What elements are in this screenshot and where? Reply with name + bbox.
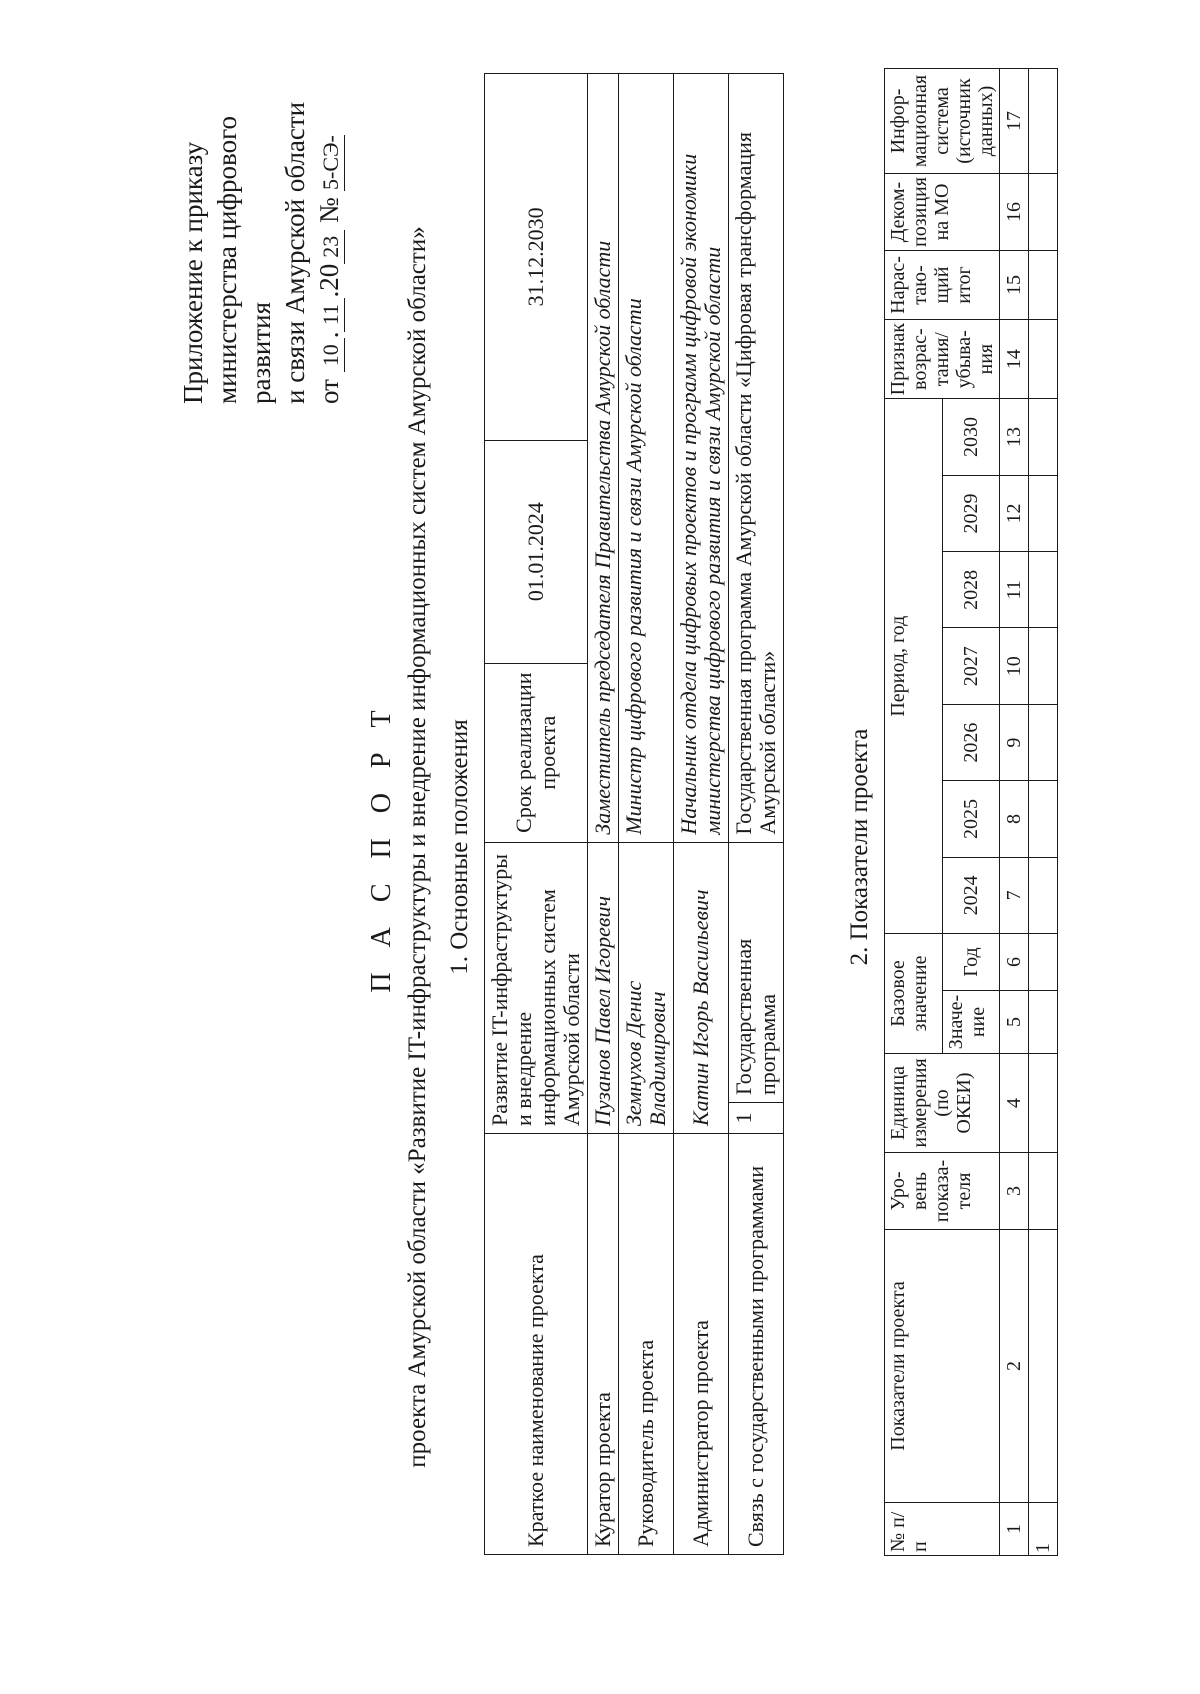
table-cell: [1029, 704, 1058, 780]
short-name-value: Развитие IT-инфраструктуры и внедрение информационных систем Амурской области: [485, 842, 588, 1133]
row-number: 1: [1029, 1503, 1058, 1556]
table-cell: [1029, 628, 1058, 704]
link-value: Государственная программа Амурской области «Цифровая трансформация Амурской области»: [729, 74, 784, 843]
approval-number: 5-СЭ-: [318, 135, 343, 190]
year-2026-header: 2026: [942, 704, 1000, 780]
col-unit-header: Единица измерения (по ОКЕИ): [885, 1054, 1000, 1153]
table-cell: [1029, 320, 1058, 399]
table-cell: [1029, 991, 1058, 1054]
approval-sep-1: .: [314, 331, 344, 339]
column-number: 17: [1000, 69, 1029, 174]
document-subtitle: проекта Амурской области «Развитие IT-инфраструктуры и внедрение информационных систем Амурской области»: [404, 226, 431, 1468]
table-cell: [1029, 475, 1058, 551]
table-cell: [1029, 934, 1058, 991]
admin-position: Начальник отдела цифровых проектов и программ цифровой экономики министерства цифрового развития и связи Амурской области: [674, 74, 729, 843]
table-row: [729, 74, 784, 1555]
table-row: [1029, 69, 1058, 1556]
col-num-header: № п/п: [885, 1503, 1000, 1556]
year-2027-header: 2027: [942, 628, 1000, 704]
curator-label: Куратор проекта: [588, 1134, 619, 1555]
table-row: [674, 74, 729, 1555]
approval-year: 23: [318, 230, 345, 264]
column-number: 7: [1000, 857, 1029, 933]
col-indicator-header: Показатели проекта: [885, 1230, 1000, 1503]
admin-label: Администратор проекта: [674, 1134, 729, 1555]
head-name: Земнухов Денис Владимирович: [619, 842, 674, 1133]
col-level-header: Уро- вень показа- теля: [885, 1153, 1000, 1230]
table-row: [485, 74, 588, 1555]
column-number: 10: [1000, 628, 1029, 704]
column-number: 4: [1000, 1054, 1029, 1153]
short-name-label: Краткое наименование проекта: [485, 1134, 588, 1555]
head-position: Министр цифрового развития и связи Амурской области: [619, 74, 674, 843]
column-number: 13: [1000, 399, 1029, 475]
column-number: 5: [1000, 991, 1029, 1054]
col-cumulative-header: Нарас- таю- щий итог: [885, 251, 1000, 320]
table-cell: [1029, 781, 1058, 857]
term-start: 01.01.2024: [485, 440, 588, 663]
main-provisions-table: [484, 73, 784, 1555]
section-2-heading: 2. Показатели проекта: [846, 728, 873, 966]
column-number: 1: [1000, 1503, 1029, 1556]
column-number: 3: [1000, 1153, 1029, 1230]
col-base-header: Базовое значение: [885, 934, 943, 1054]
indicators-table: [884, 68, 1058, 1556]
year-2025-header: 2025: [942, 781, 1000, 857]
approval-line-3: и связи Амурской области: [280, 101, 310, 404]
year-2028-header: 2028: [942, 552, 1000, 628]
approval-number-sign: №: [314, 197, 344, 224]
link-number: 1: [729, 1103, 784, 1134]
year-2029-header: 2029: [942, 475, 1000, 551]
term-end: 31.12.2030: [485, 74, 588, 441]
approval-date-line: [312, 74, 346, 404]
term-label: Срок реализации проекта: [485, 663, 588, 842]
link-type: Государственная программа: [729, 842, 784, 1102]
admin-name: Катин Игорь Васильевич: [674, 842, 729, 1133]
column-number: 11: [1000, 552, 1029, 628]
approval-day: 10: [318, 338, 345, 372]
approval-block: [176, 74, 346, 404]
col-period-header: Период, год: [885, 399, 943, 934]
approval-sep-2: .20: [314, 263, 344, 298]
table-cell: [1029, 69, 1058, 174]
approval-month: 11: [318, 298, 345, 332]
table-cell: [1029, 251, 1058, 320]
col-source-header: Инфор- мационная система (источник данных): [885, 69, 1000, 174]
column-number: 14: [1000, 320, 1029, 399]
column-numbers-row: [1000, 69, 1029, 1556]
year-2024-header: 2024: [942, 857, 1000, 933]
curator-name: Пузанов Павел Игоревич: [588, 842, 619, 1133]
table-header-row: [885, 69, 943, 1556]
table-cell: [1029, 1153, 1058, 1230]
column-number: 2: [1000, 1230, 1029, 1503]
col-decomposition-header: Деком- позиция на МО: [885, 174, 1000, 251]
table-cell: [1029, 1054, 1058, 1153]
table-cell: [1029, 1230, 1058, 1503]
table-row: [619, 74, 674, 1555]
year-2030-header: 2030: [942, 399, 1000, 475]
section-1-heading: 1. Основные положения: [446, 719, 473, 975]
table-cell: [1029, 174, 1058, 251]
curator-position: Заместитель председателя Правительства Амурской области: [588, 74, 619, 843]
head-label: Руководитель проекта: [619, 1134, 674, 1555]
col-base-value-header: Значе- ние: [942, 991, 1000, 1054]
column-number: 6: [1000, 934, 1029, 991]
approval-line-2: министерства цифрового развития: [212, 116, 276, 404]
table-cell: [1029, 399, 1058, 475]
approval-line-1: Приложение к приказу: [178, 141, 208, 404]
column-number: 15: [1000, 251, 1029, 320]
column-number: 16: [1000, 174, 1029, 251]
col-trend-header: Признак возрас- тания/ убыва- ния: [885, 320, 1000, 399]
column-number: 9: [1000, 704, 1029, 780]
document-title: П А С П О Р Т: [366, 701, 397, 993]
table-cell: [1029, 552, 1058, 628]
col-base-year-header: Год: [942, 934, 1000, 991]
column-number: 8: [1000, 781, 1029, 857]
table-cell: [1029, 857, 1058, 933]
table-row: [588, 74, 619, 1555]
approval-date-prefix: от: [314, 379, 344, 404]
link-label: Связь с государственными программами: [729, 1134, 784, 1555]
column-number: 12: [1000, 475, 1029, 551]
